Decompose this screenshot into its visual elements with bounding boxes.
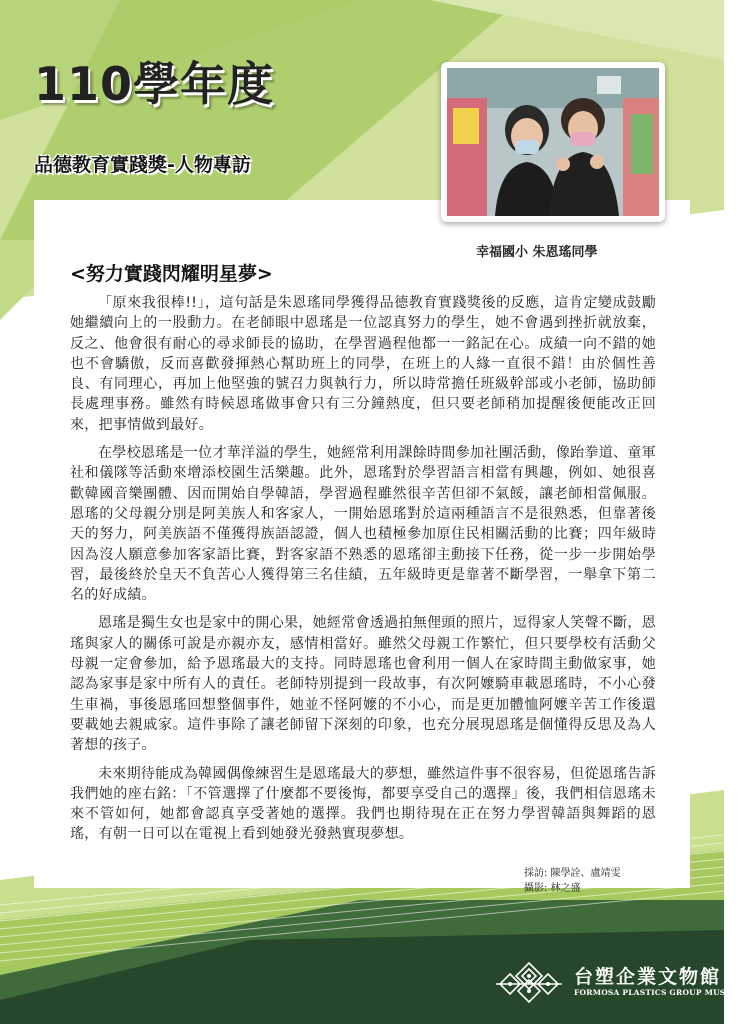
museum-logo-icon bbox=[494, 960, 564, 1006]
credit-interview: 採訪: 陳學詮、盧靖雯 bbox=[524, 868, 621, 879]
credit-photo: 攝影: 林之盛 bbox=[524, 883, 581, 894]
article-paragraph: 恩瑤是獨生女也是家中的開心果，她經常會透過拍無俚頭的照片，逗得家人笑聲不斷，恩瑤與家人的關係可說是亦親亦友，感情相當好。雖然父母親工作繁忙，但只要學校有活動父母親一定會參加，給予恩瑤最大的支持。同時恩瑤也會利用一個人在家時間主動做家事，她認為家事是家中所有人的責任。老師特別提到一段故事，有次阿嬤騎車載恩瑤時，不小心發生車禍，事後恩瑤回想整個事件，她並不怪阿嬤的不小心，而是更加體恤阿嬤辛苦工作後還要載她去親戚家。這件事除了讓老師留下深刻的印象，也充分展現恩瑤是個懂得反思及為人著想的孩子。 bbox=[70, 615, 656, 754]
page-subtitle: 品德教育實踐獎-人物專訪 bbox=[34, 154, 251, 176]
museum-name-en: FORMOSA PLASTICS GROUP MUSEUM bbox=[574, 988, 747, 997]
article-body bbox=[70, 293, 656, 853]
student-photo bbox=[447, 68, 659, 216]
article-paragraph: 「原來我很棒!!」，這句話是朱恩瑤同學獲得品德教育實踐獎後的反應，這肯定變成鼓勵她繼續向上的一股動力。在老師眼中恩瑤是一位認真努力的學生，她不會遇到挫折就放棄，反之、他會很有耐心的尋求師長的協助，在學習過程他都一一銘記在心。成績一向不錯的她也不會驕傲，反而喜歡發揮熱心幫助班上的同學，在班上的人緣一直很不錯！由於個性善良、有同理心，再加上他堅強的號召力與執行力，所以時常擔任班級幹部或小老師，協助師長處理事務。雖然有時候恩瑤做事會只有三分鐘熱度，但只要老師稍加提醒後便能改正回來，把事情做到最好。 bbox=[70, 295, 656, 433]
museum-name-cn: 台塑企業文物館 bbox=[574, 966, 722, 988]
student-photo-frame bbox=[441, 62, 665, 222]
credits bbox=[524, 866, 621, 896]
article-paragraph: 在學校恩瑤是一位才華洋溢的學生，她經常利用課餘時間參加社團活動，像跆拳道、童軍社和儀隊等活動來增添校園生活樂趣。此外，恩瑤對於學習語言相當有興趣，例如、她很喜歡韓國音樂團體、因而開始自學韓語，學習過程雖然很辛苦但卻不氣餒，讓老師相當佩服。恩瑤的父母親分別是阿美族人和客家人，一開始恩瑤對於這兩種語言不是很熟悉，但靠著後天的努力，阿美族語不僅獲得族語認證，個人也積極參加原住民相關活動的比賽；四年級時因為沒人願意參加客家語比賽，對客家語不熟悉的恩瑤卻主動接下任務，從一步一步開始學習，最後終於皇天不負苦心人獲得第三名佳績，五年級時更是靠著不斷學習，一舉拿下第二名的好成績。 bbox=[70, 445, 656, 604]
photo-caption: 幸福國小 朱恩瑤同學 bbox=[476, 245, 598, 260]
article-paragraph: 未來期待能成為韓國偶像練習生是恩瑤最大的夢想，雖然這件事不很容易，但從恩瑤告訴我們她的座右銘：「不管選擇了什麼都不要後悔，都要享受自己的選擇」後，我們相信恩瑤未來不管如何，她都會認真享受著她的選擇。我們也期待現在正在努力學習韓語與舞蹈的恩瑤，有朝一日可以在電視上看到她發光發熱實現夢想。 bbox=[70, 765, 656, 843]
page-title: 110學年度 bbox=[34, 57, 275, 111]
article-headline: <努力實踐閃耀明星夢> bbox=[70, 263, 273, 285]
